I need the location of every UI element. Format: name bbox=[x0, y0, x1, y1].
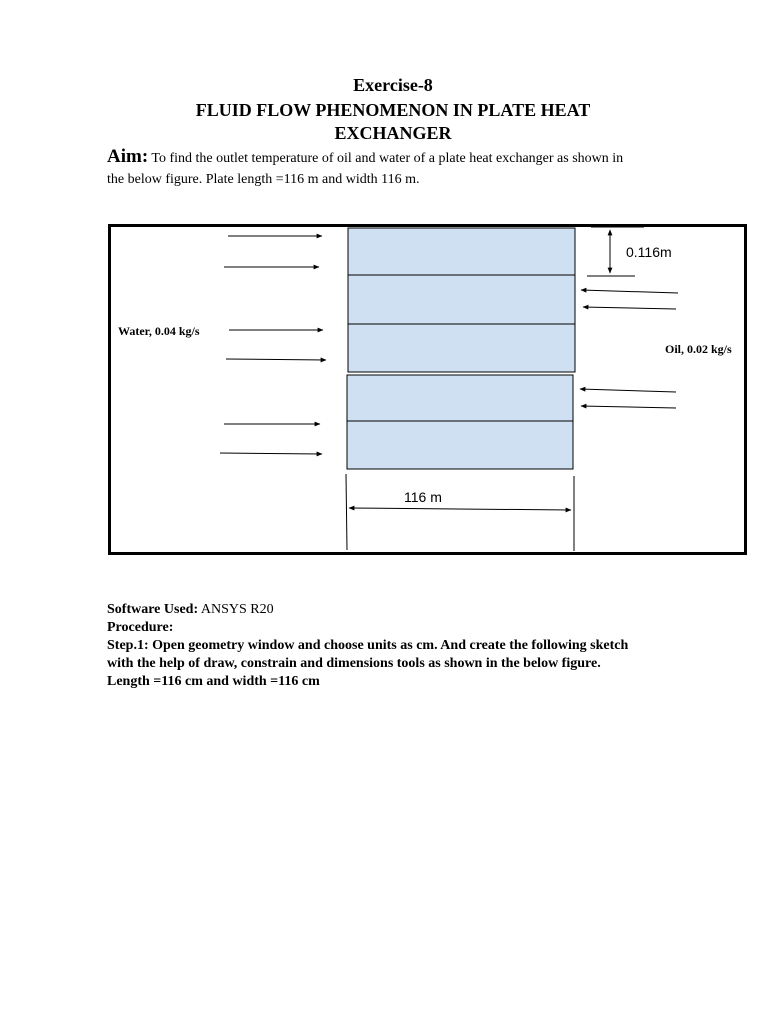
step-1-line-3: Length =116 cm and width =116 cm bbox=[107, 674, 320, 689]
procedure-section bbox=[107, 601, 707, 691]
water-flow-label: Water, 0.04 kg/s bbox=[118, 324, 200, 338]
plate-4 bbox=[347, 375, 573, 421]
software-used-value: ANSYS R20 bbox=[200, 602, 274, 617]
plate-heat-exchanger-figure bbox=[108, 224, 748, 556]
step-1-line-1: Step.1: Open geometry window and choose units as cm. And create the following sketch bbox=[107, 638, 629, 653]
page-title-line-2: EXCHANGER bbox=[334, 123, 452, 143]
plate-1 bbox=[348, 228, 575, 275]
exercise-number: Exercise-8 bbox=[353, 75, 433, 95]
procedure-label: Procedure: bbox=[107, 620, 174, 635]
plate-5 bbox=[347, 421, 573, 469]
page-title-line-1: FLUID FLOW PHENOMENON IN PLATE HEAT bbox=[195, 100, 591, 120]
plate-2 bbox=[348, 275, 575, 324]
aim-paragraph bbox=[107, 146, 707, 190]
width-dim-label: 116 m bbox=[404, 489, 442, 505]
plate-stack bbox=[347, 228, 575, 469]
height-dim-label: 0.116m bbox=[626, 244, 672, 260]
software-used-line bbox=[107, 601, 707, 619]
figure-svg bbox=[108, 224, 748, 556]
oil-flow-label: Oil, 0.02 kg/s bbox=[665, 342, 732, 356]
aim-text-line-1: To find the outlet temperature of oil and water of a plate heat exchanger as shown in bbox=[151, 151, 624, 166]
plate-3 bbox=[348, 324, 575, 372]
software-used-label: Software Used: bbox=[107, 602, 199, 617]
aim-text-line-2: the below figure. Plate length =116 m and width 116 m. bbox=[107, 172, 420, 187]
step-1-line-2: with the help of draw, constrain and dimensions tools as shown in the below figure. bbox=[107, 656, 601, 671]
aim-label: Aim: bbox=[107, 146, 149, 167]
